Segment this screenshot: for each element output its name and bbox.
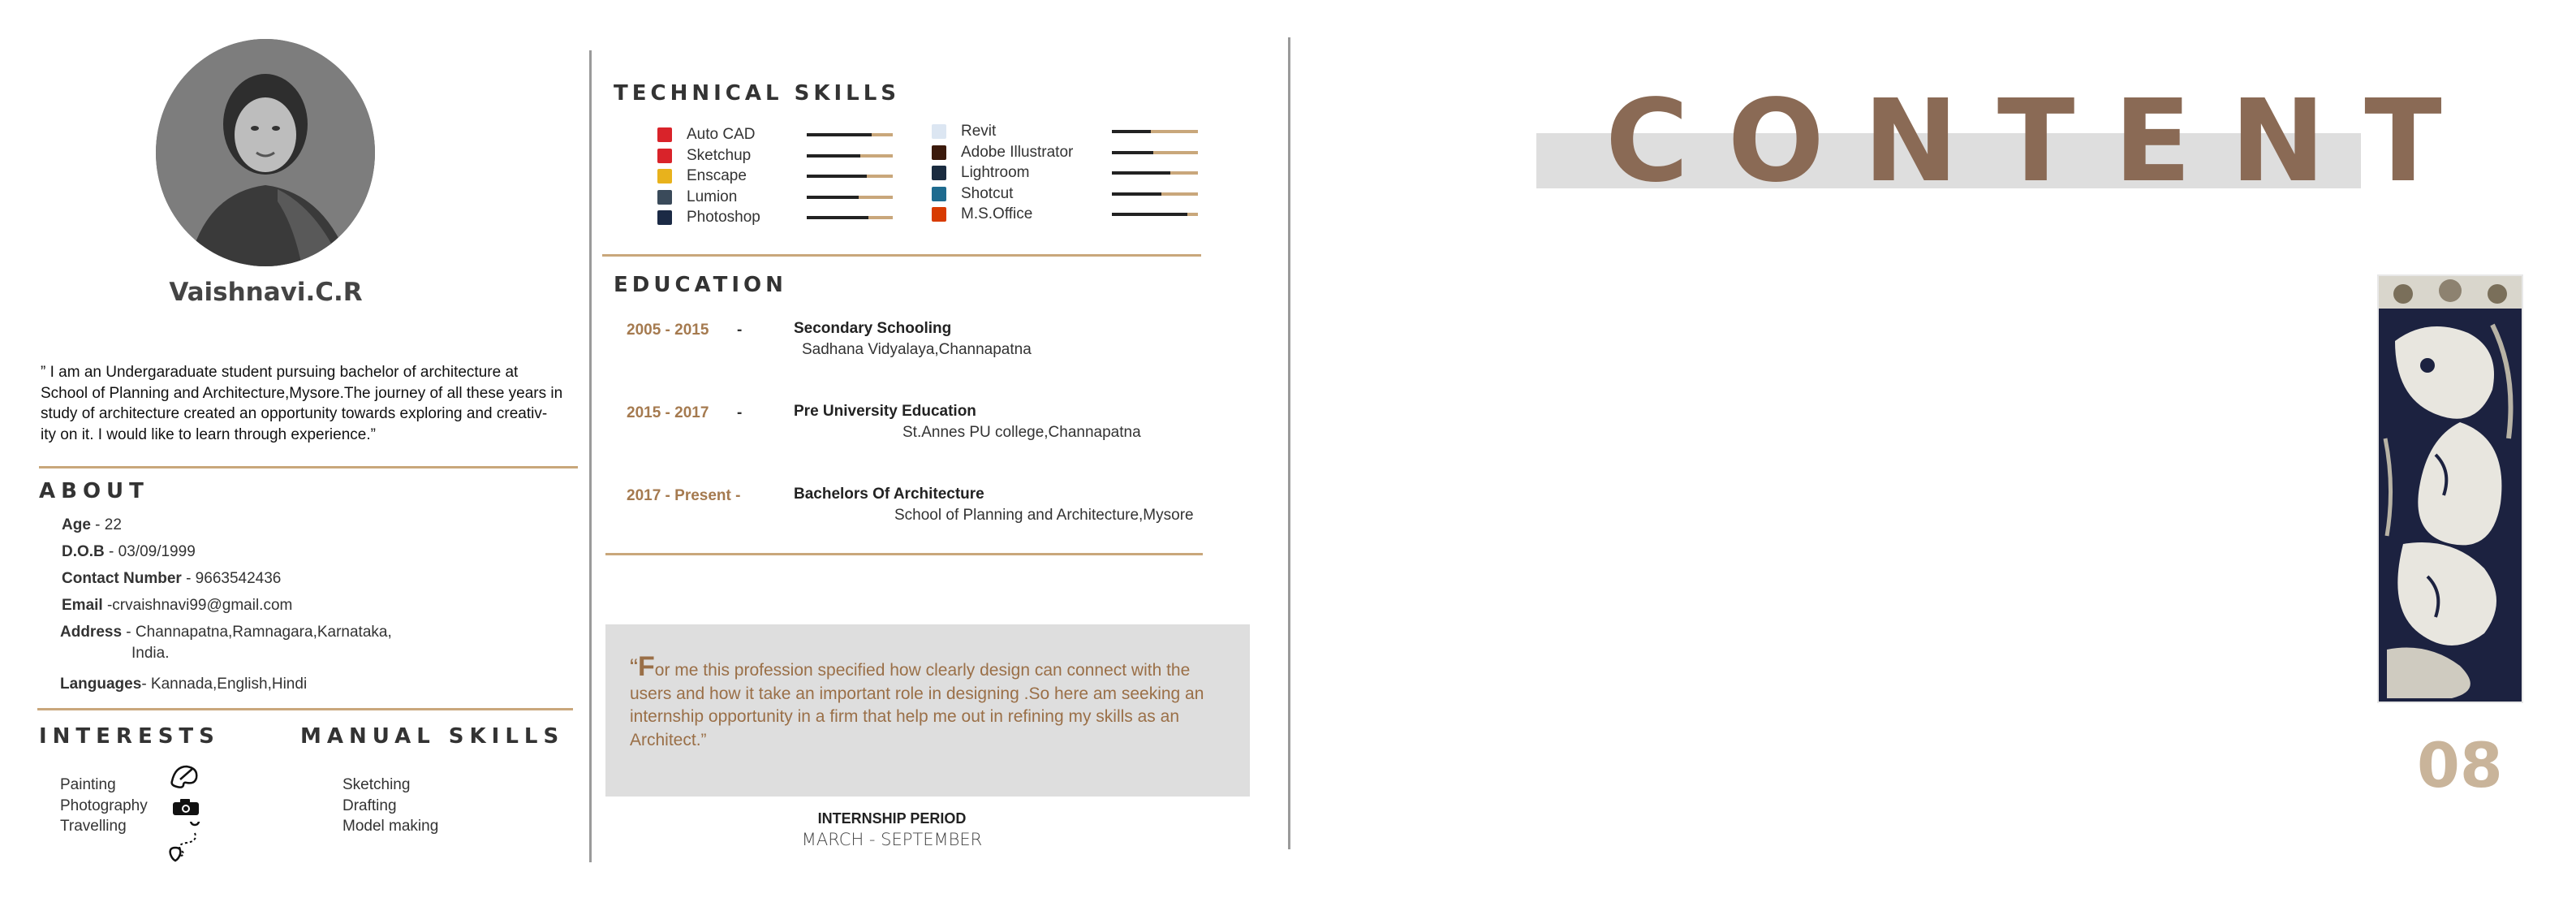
lightroom-icon bbox=[932, 166, 946, 180]
manual-skill-item: Sketching bbox=[342, 776, 411, 793]
about-age: Age - 22 bbox=[62, 516, 122, 533]
skill-level-fill bbox=[807, 175, 867, 178]
skill-level-fill bbox=[1112, 192, 1161, 196]
skill-level-fill bbox=[1112, 130, 1151, 133]
statement-line: Architect.” bbox=[630, 730, 707, 749]
shotcut-icon bbox=[932, 187, 946, 201]
portrait-illustration bbox=[156, 39, 375, 266]
kalamkari-illustration bbox=[2379, 276, 2522, 702]
revit-icon bbox=[932, 124, 946, 139]
about-email: Email -crvaishnavi99@gmail.com bbox=[62, 597, 293, 614]
skill-level-bar bbox=[1112, 151, 1198, 154]
sketchup-icon bbox=[657, 149, 672, 163]
about-languages: Languages- Kannada,English,Hindi bbox=[60, 676, 308, 693]
drop-cap: F bbox=[638, 651, 655, 682]
skill-row bbox=[932, 122, 996, 141]
skill-name: Photoshop bbox=[687, 209, 760, 226]
manual-skill-item: Drafting bbox=[342, 797, 397, 814]
skill-level-fill bbox=[807, 133, 872, 136]
page-divider bbox=[1288, 37, 1290, 849]
internship-label: INTERNSHIP PERIOD bbox=[817, 810, 967, 827]
lumion-icon bbox=[657, 190, 672, 205]
manual-skills-heading: MANUAL SKILLS bbox=[300, 724, 565, 749]
education-dash: - bbox=[737, 404, 743, 421]
education-title: Secondary Schooling bbox=[794, 320, 952, 337]
skill-level-fill bbox=[1112, 151, 1153, 154]
skill-level-bar bbox=[807, 216, 893, 219]
skill-level-bar bbox=[1112, 171, 1198, 175]
profile-quote bbox=[41, 362, 584, 445]
skill-row bbox=[657, 125, 755, 145]
camera-icon bbox=[170, 797, 203, 817]
education-years: 2005 - 2015 bbox=[627, 322, 709, 339]
column-divider bbox=[589, 50, 592, 862]
profile-name: Vaishnavi.C.R bbox=[169, 278, 363, 307]
divider bbox=[605, 553, 1203, 555]
painting-icon bbox=[169, 763, 201, 789]
statement-text bbox=[630, 651, 1247, 752]
photoshop-icon bbox=[657, 210, 672, 225]
statement-box bbox=[605, 624, 1250, 797]
page-number: 08 bbox=[2417, 729, 2503, 801]
skill-name: Shotcut bbox=[961, 184, 1014, 202]
skill-name: Auto CAD bbox=[687, 126, 756, 143]
education-place: St.Annes PU college,Channapatna bbox=[902, 424, 1141, 441]
skill-row bbox=[932, 143, 1073, 162]
skill-level-bar bbox=[807, 196, 893, 199]
skill-row bbox=[657, 166, 747, 186]
content-title: CONTENT bbox=[1605, 76, 2481, 208]
interest-item: Photography bbox=[60, 797, 148, 814]
quote-line: study of architecture created an opportunity towards exploring and creativ- bbox=[41, 405, 548, 422]
skill-name: Adobe Illustrator bbox=[961, 143, 1074, 161]
skill-row bbox=[932, 205, 1032, 224]
skill-name: Lumion bbox=[687, 188, 738, 205]
skill-level-fill bbox=[807, 154, 860, 158]
skill-name: Revit bbox=[961, 123, 997, 140]
skill-row bbox=[657, 146, 751, 166]
quote-line: ity on it. I would like to learn through experience.” bbox=[41, 425, 376, 443]
statement-line: “For me this profession specified how clearly design can connect with the bbox=[630, 651, 1191, 682]
skill-name: Sketchup bbox=[687, 146, 752, 164]
skill-level-fill bbox=[807, 216, 868, 219]
skill-level-bar bbox=[1112, 192, 1198, 196]
skill-row bbox=[932, 163, 1030, 183]
skill-level-fill bbox=[1112, 213, 1187, 216]
interest-item: Travelling bbox=[60, 818, 127, 835]
skill-level-fill bbox=[1112, 171, 1170, 175]
profile-photo bbox=[156, 39, 375, 266]
map-route-icon bbox=[166, 822, 205, 862]
education-years: 2017 - Present - bbox=[627, 487, 741, 504]
technical-skills-heading: TECHNICAL SKILLS bbox=[614, 81, 900, 106]
education-place: Sadhana Vidyalaya,Channapatna bbox=[802, 341, 1032, 358]
decorative-artwork bbox=[2377, 274, 2523, 703]
skill-level-bar bbox=[1112, 130, 1198, 133]
divider bbox=[602, 254, 1201, 257]
skill-level-bar bbox=[807, 133, 893, 136]
statement-line: internship opportunity in a firm that help me out in refining my skills as an bbox=[630, 707, 1179, 726]
divider bbox=[39, 466, 578, 468]
skill-level-bar bbox=[1112, 213, 1198, 216]
manual-skill-item: Model making bbox=[342, 818, 439, 835]
skill-row bbox=[657, 188, 737, 207]
skill-name: Enscape bbox=[687, 167, 747, 184]
about-heading: ABOUT bbox=[39, 479, 149, 503]
skill-row bbox=[657, 208, 760, 227]
education-years: 2015 - 2017 bbox=[627, 404, 709, 421]
education-dash: - bbox=[737, 322, 743, 339]
about-address: Address - Channapatna,Ramnagara,Karnataka, bbox=[60, 624, 392, 641]
education-title: Bachelors Of Architecture bbox=[794, 486, 984, 503]
divider bbox=[37, 708, 573, 710]
education-heading: EDUCATION bbox=[614, 273, 787, 297]
skill-name: M.S.Office bbox=[961, 205, 1033, 222]
quote-line: ” I am an Undergaraduate student pursuing bachelor of architecture at bbox=[41, 364, 519, 381]
skill-row bbox=[932, 184, 1013, 204]
about-address-line-2: India. bbox=[131, 645, 170, 662]
autocad-icon bbox=[657, 127, 672, 142]
skill-level-fill bbox=[807, 196, 859, 199]
about-contact: Contact Number - 9663542436 bbox=[62, 570, 282, 587]
about-dob: D.O.B - 03/09/1999 bbox=[62, 543, 196, 560]
skill-level-bar bbox=[807, 154, 893, 158]
illustrator-icon bbox=[932, 145, 946, 160]
quote-line: School of Planning and Architecture,Mysore.The journey of all these years in bbox=[41, 384, 563, 402]
internship-period: MARCH - SEPTEMBER bbox=[801, 830, 983, 849]
education-place: School of Planning and Architecture,Mysore bbox=[894, 507, 1194, 524]
interest-item: Painting bbox=[60, 776, 116, 793]
enscape-icon bbox=[657, 169, 672, 183]
skill-level-bar bbox=[807, 175, 893, 178]
skill-name: Lightroom bbox=[961, 164, 1030, 181]
msoffice-icon bbox=[932, 207, 946, 222]
open-quote: “ bbox=[630, 654, 638, 681]
education-title: Pre University Education bbox=[794, 403, 976, 420]
statement-line: users and how it take an important role in designing .So here am seeking an bbox=[630, 684, 1204, 703]
interests-heading: INTERESTS bbox=[39, 724, 220, 749]
